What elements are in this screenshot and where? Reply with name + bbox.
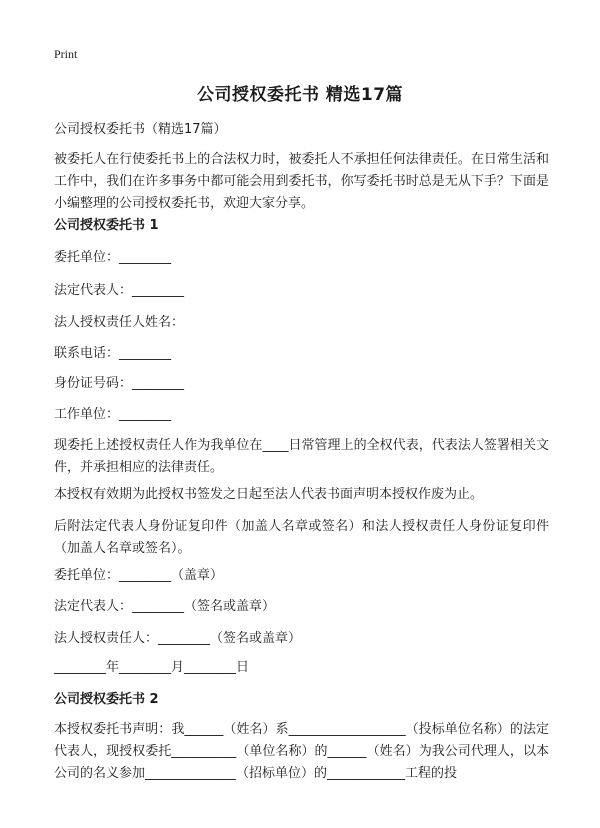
field-legal-representative: 法定代表人：________ [54, 283, 185, 298]
page-title: 公司授权委托书 精选17篇 [196, 85, 404, 105]
signature-date: ________年________月________日 [54, 660, 250, 675]
section-1-heading: 公司授权委托书 1 [54, 218, 159, 233]
field-entrusting-unit: 委托单位：________ [54, 250, 172, 265]
field-id-number: 身份证号码：________ [54, 376, 185, 391]
attachment-paragraph: 后附法定代表人身份证复印件（加盖人名章或签名）和法人授权责任人身份证复印件（加盖人名章或签名）。 [54, 519, 549, 556]
field-phone: 联系电话：________ [54, 346, 172, 361]
signature-entrusting-unit: 委托单位：________（盖章） [54, 568, 224, 583]
print-link[interactable]: Print [54, 47, 78, 61]
validity-paragraph: 本授权有效期为此授权书签发之日起至法人代表书面声明本授权作废为止。 [54, 487, 484, 502]
section-2-paragraph: 本授权委托书声明：我______（姓名）系__________________（投标单位名称）的法定代表人，现授权委托__________（单位名称）的______（姓名）为我公司代理人，以本公司的名义参加______________（招标单位）的____________工程的投 [54, 722, 549, 781]
section-2-heading: 公司授权委托书 2 [54, 692, 159, 707]
signature-legal-representative: 法定代表人：________（签名或盖章） [54, 599, 276, 614]
authorization-paragraph: 现委托上述授权责任人作为我单位在____日常管理上的全权代表，代表法人签署相关文件，并承担相应的法律责任。 [54, 438, 549, 475]
field-work-unit: 工作单位：________ [54, 407, 172, 422]
field-authorized-person-name: 法人授权责任人姓名： [54, 315, 185, 330]
signature-authorized-person: 法人授权责任人：________（签名或盖章） [54, 631, 302, 646]
document-subtitle: 公司授权委托书（精选17篇） [54, 122, 227, 137]
intro-paragraph: 被委托人在行使委托书上的合法权力时，被委托人不承担任何法律责任。在日常生活和工作中，我们在许多事务中都可能会用到委托书，你写委托书时总是无从下手？下面是小编整理的公司授权委托书，欢迎大家分享。 [54, 152, 549, 211]
